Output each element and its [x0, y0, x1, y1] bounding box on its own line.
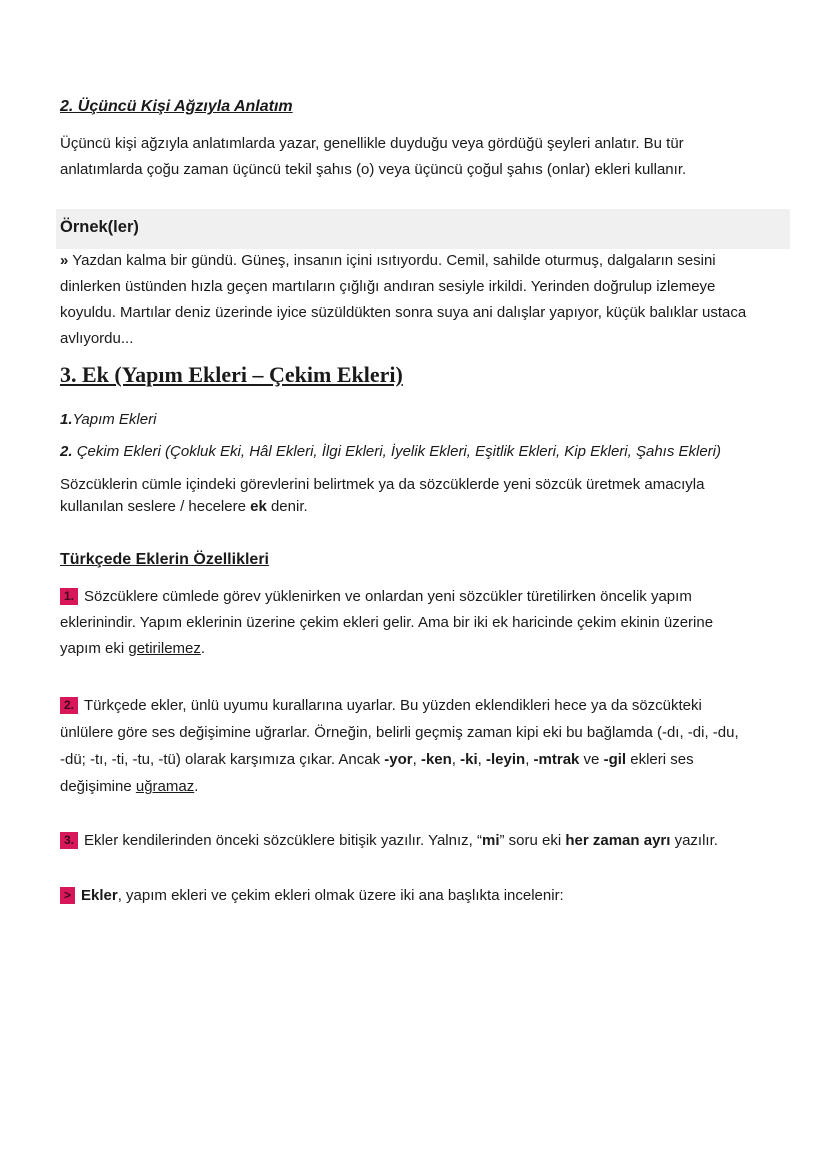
example-line: » Yazdan kalma bir gündü. Güneş, insanın içini ısıtıyordu. Cemil, sahilde oturmuş, dalgaların sesini [60, 252, 716, 269]
example-header-bar [56, 209, 790, 249]
number-badge: 1. [60, 588, 78, 605]
section3-definition: Sözcüklerin cümle içindeki görevlerini belirtmek ya da sözcüklerde yeni sözcük üretmek amacıyla kullanılan seslere / hecelere ek denir. [60, 476, 705, 515]
example-line: dinlerken üstünden hızla geçen martıların çığlığı andıran sesiyle irkildi. Yerinden doğrulup izlemeye [60, 278, 716, 295]
section2-title: 2. Üçüncü Kişi Ağzıyla Anlatım [60, 98, 293, 115]
section2-intro [60, 131, 686, 183]
features-title: Türkçede Eklerin Özellikleri [60, 551, 269, 568]
list-item-yapim: 1.Yapım Ekleri [60, 411, 157, 428]
example-marker: » [60, 252, 69, 269]
example-title: Örnek(ler) [60, 218, 139, 236]
intro-line: anlatımlarda çoğu zaman üçüncü tekil şahıs (o) veya üçüncü çoğul şahıs (onlar) ekleri kullanır. [60, 161, 687, 178]
feature-2: 2. Türkçede ekler, ünlü uyumu kurallarına uyarlar. Bu yüzden eklendikleri hece ya da sözcükteki ünlülere göre ses değişimine uğrarlar. Örneğin, belirli geçmiş zaman kipi eki bu bağlamda (-dı, -di, -du, -dü; -tı, -ti, -tu, -tü) olarak karşımıza çıkar. Ancak -yor, -ken, -ki, -leyin, -mtrak ve -gil ekleri ses değişimine uğramaz. [60, 697, 739, 795]
example-line: koyuldu. Martılar deniz üzerinde iyice süzüldükten sonra suya ani dalışlar yapıyor, küçük balıklar ustaca [60, 304, 747, 321]
example-line: avlıyordu... [60, 330, 134, 347]
example-body [60, 248, 746, 352]
feature-summary: > Ekler, yapım ekleri ve çekim ekleri olmak üzere iki ana başlıkta incelenir: [60, 883, 564, 909]
number-badge: 2. [60, 697, 78, 714]
arrow-badge: > [60, 887, 75, 904]
feature-3: 3. Ekler kendilerinden önceki sözcüklere bitişik yazılır. Yalnız, “mi” soru eki her zaman ayrı yazılır. [60, 828, 718, 854]
feature-1: 1. Sözcüklere cümlede görev yüklenirken ve onlardan yeni sözcükler türetilirken öncelik yapım eklerinindir. Yapım eklerinin üzerine çekim ekleri gelir. Ama bir iki ek haricinde çekim ekinin üzerine yapım eki getirilemez. [60, 588, 714, 657]
section3-title: 3. Ek (Yapım Ekleri – Çekim Ekleri) [60, 362, 403, 387]
intro-line: Üçüncü kişi ağzıyla anlatımlarda yazar, genellikle duyduğu veya gördüğü şeyleri anlatır. Bu tür [60, 135, 684, 152]
list-item-cekim: 2. Çekim Ekleri (Çokluk Eki, Hâl Ekleri, İlgi Ekleri, İyelik Ekleri, Eşitlik Ekleri, Kip Ekleri, Şahıs Ekleri) [60, 443, 721, 460]
number-badge: 3. [60, 832, 78, 849]
